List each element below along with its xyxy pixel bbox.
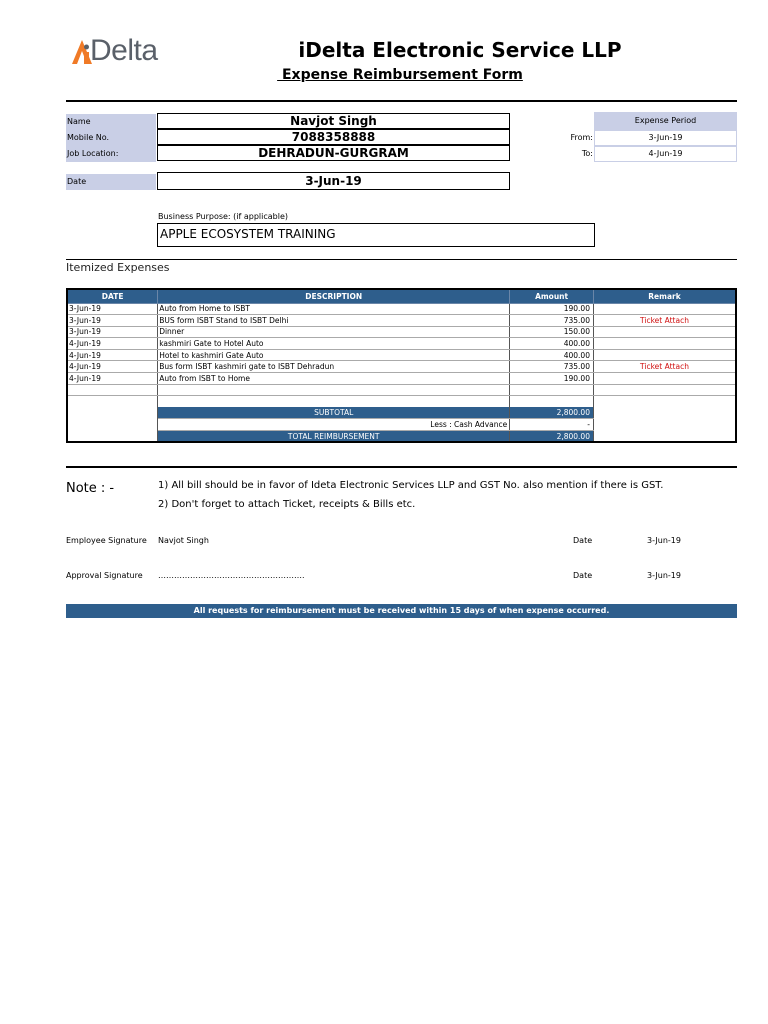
row-description[interactable]: Auto from Home to ISBT bbox=[158, 303, 510, 315]
row-description[interactable]: Auto from ISBT to Home bbox=[158, 373, 510, 385]
approval-signature-label: Approval Signature bbox=[66, 571, 143, 580]
row-amount[interactable]: 735.00 bbox=[510, 361, 594, 373]
row-date[interactable]: 4-Jun-19 bbox=[67, 361, 158, 373]
period-to-field[interactable]: 4-Jun-19 bbox=[594, 146, 737, 162]
table-row-empty bbox=[67, 384, 736, 396]
company-name: iDelta Electronic Service LLP bbox=[298, 38, 622, 62]
cash-advance-value[interactable]: - bbox=[510, 419, 594, 431]
employee-date-field[interactable]: 3-Jun-19 bbox=[647, 536, 681, 545]
date-label: Date bbox=[66, 174, 156, 190]
mobile-field[interactable]: 7088358888 bbox=[157, 129, 510, 145]
table-row bbox=[67, 326, 736, 338]
table-row bbox=[67, 338, 736, 350]
business-purpose-field[interactable]: APPLE ECOSYSTEM TRAINING bbox=[157, 223, 595, 247]
row-amount[interactable]: 150.00 bbox=[510, 326, 594, 338]
col-header-remark: Remark bbox=[593, 289, 736, 303]
row-remark[interactable]: Ticket Attach bbox=[593, 315, 736, 327]
period-from-field[interactable]: 3-Jun-19 bbox=[594, 130, 737, 146]
table-row bbox=[67, 373, 736, 385]
row-remark[interactable] bbox=[593, 326, 736, 338]
approval-date-label: Date bbox=[573, 571, 593, 580]
note-line-1: 1) All bill should be in favor of Ideta Electronic Services LLP and GST No. also mention if there is GST. bbox=[158, 480, 664, 491]
row-remark[interactable] bbox=[593, 373, 736, 385]
location-field[interactable]: DEHRADUN-GURGRAM bbox=[157, 145, 510, 161]
table-row bbox=[67, 361, 736, 373]
col-header-amount: Amount bbox=[510, 289, 594, 303]
subtotal-row bbox=[67, 407, 736, 419]
location-label: Job Location: bbox=[66, 146, 156, 162]
note-line-2: 2) Don't forget to attach Ticket, receipts & Bills etc. bbox=[158, 499, 416, 510]
employee-signature-label: Employee Signature bbox=[66, 536, 147, 545]
col-header-date: DATE bbox=[67, 289, 158, 303]
row-amount[interactable]: 190.00 bbox=[510, 303, 594, 315]
row-remark[interactable] bbox=[593, 303, 736, 315]
note-title: Note : - bbox=[66, 481, 115, 496]
expense-period-heading: Expense Period bbox=[594, 112, 737, 130]
row-amount[interactable]: 400.00 bbox=[510, 338, 594, 350]
expenses-table bbox=[66, 288, 737, 443]
row-amount[interactable]: 735.00 bbox=[510, 315, 594, 327]
approval-signature-field[interactable]: ………………………………………………. bbox=[158, 571, 305, 580]
employee-signature-field[interactable]: Navjot Singh bbox=[158, 536, 209, 545]
to-label: To: bbox=[581, 149, 593, 158]
row-date[interactable]: 4-Jun-19 bbox=[67, 349, 158, 361]
total-value: 2,800.00 bbox=[510, 431, 594, 443]
total-label: TOTAL REIMBURSEMENT bbox=[158, 431, 510, 443]
name-label: Name bbox=[66, 114, 156, 130]
table-row-empty bbox=[67, 396, 736, 408]
divider bbox=[66, 466, 737, 468]
itemized-expenses-title: Itemized Expenses bbox=[66, 261, 170, 274]
row-amount[interactable]: 400.00 bbox=[510, 349, 594, 361]
row-remark[interactable] bbox=[593, 338, 736, 350]
row-amount[interactable]: 190.00 bbox=[510, 373, 594, 385]
business-purpose-label: Business Purpose: (if applicable) bbox=[158, 212, 289, 221]
subtotal-label: SUBTOTAL bbox=[158, 407, 510, 419]
row-date[interactable]: 3-Jun-19 bbox=[67, 326, 158, 338]
row-description[interactable]: kashmiri Gate to Hotel Auto bbox=[158, 338, 510, 350]
mobile-label: Mobile No. bbox=[66, 130, 156, 146]
row-description[interactable]: Dinner bbox=[158, 326, 510, 338]
subtotal-value: 2,800.00 bbox=[510, 407, 594, 419]
cash-advance-row bbox=[67, 419, 736, 431]
row-date[interactable]: 4-Jun-19 bbox=[67, 338, 158, 350]
date-field[interactable]: 3-Jun-19 bbox=[157, 172, 510, 190]
employee-date-label: Date bbox=[573, 536, 593, 545]
logo-text: Delta bbox=[90, 34, 158, 67]
table-row bbox=[67, 349, 736, 361]
row-description[interactable]: Hotel to kashmiri Gate Auto bbox=[158, 349, 510, 361]
total-row bbox=[67, 431, 736, 443]
row-description[interactable]: BUS form ISBT Stand to ISBT Delhi bbox=[158, 315, 510, 327]
footer-notice: All requests for reimbursement must be received within 15 days of when expense occurred. bbox=[66, 604, 737, 618]
divider bbox=[66, 259, 737, 260]
row-date[interactable]: 3-Jun-19 bbox=[67, 315, 158, 327]
approval-date-field[interactable]: 3-Jun-19 bbox=[647, 571, 681, 580]
row-date[interactable]: 4-Jun-19 bbox=[67, 373, 158, 385]
table-header-row bbox=[67, 289, 736, 303]
cash-advance-label: Less : Cash Advance bbox=[158, 419, 510, 431]
row-description[interactable]: Bus form ISBT kashmiri gate to ISBT Dehradun bbox=[158, 361, 510, 373]
table-row bbox=[67, 303, 736, 315]
row-remark[interactable] bbox=[593, 349, 736, 361]
table-row bbox=[67, 315, 736, 327]
row-date[interactable]: 3-Jun-19 bbox=[67, 303, 158, 315]
divider bbox=[66, 100, 737, 102]
name-field[interactable]: Navjot Singh bbox=[157, 113, 510, 129]
row-remark[interactable]: Ticket Attach bbox=[593, 361, 736, 373]
col-header-description: DESCRIPTION bbox=[158, 289, 510, 303]
from-label: From: bbox=[570, 133, 593, 142]
form-title: Expense Reimbursement Form bbox=[277, 67, 523, 83]
company-logo bbox=[70, 34, 180, 70]
